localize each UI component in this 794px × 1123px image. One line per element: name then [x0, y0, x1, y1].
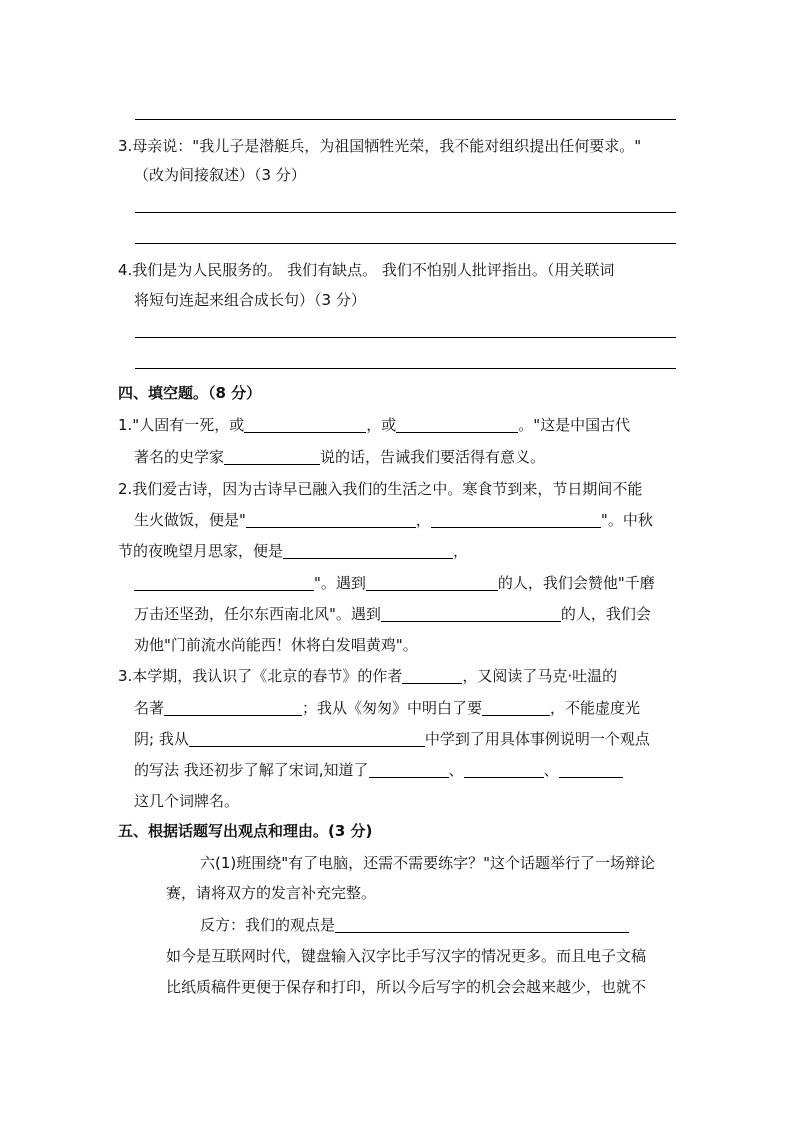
- s4-q2-line4: "。遇到 的人，我们会赞他"千磨: [134, 573, 655, 593]
- answer-line: [135, 119, 676, 120]
- q4-line1: 4.我们是为人民服务的。 我们有缺点。 我们不怕别人批评指出。（用关联词: [118, 261, 615, 279]
- s4-q3-line3: 阴; 我从 中学到了用具体事例说明一个观点: [134, 730, 650, 748]
- blank[interactable]: [369, 761, 449, 778]
- s5-para2: 反方：我们的观点是: [200, 915, 629, 935]
- section4-title: 四、填空题。（8 分）: [118, 384, 262, 402]
- answer-line: [135, 337, 676, 338]
- answer-line: [135, 243, 676, 244]
- s4-q3-line4: 的写法 我还初步了解了宋词,知道了 、 、: [134, 760, 623, 780]
- blank[interactable]: [246, 511, 416, 528]
- blank[interactable]: [283, 542, 453, 559]
- q3-line2: （改为间接叙述）（3 分）: [134, 166, 306, 184]
- blank[interactable]: [559, 761, 623, 778]
- s4-q1-line2: 著名的史学家 说的话，告诫我们要活得有意义。: [134, 448, 546, 466]
- blank[interactable]: [189, 730, 425, 747]
- blank[interactable]: [134, 574, 314, 591]
- blank[interactable]: [164, 699, 302, 716]
- blank[interactable]: [244, 416, 366, 433]
- blank[interactable]: [482, 699, 550, 716]
- blank[interactable]: [402, 667, 462, 684]
- s4-q3-line1: 3.本学期，我认识了《北京的春节》的作者 ，又阅读了马克·吐温的: [118, 667, 618, 685]
- blank[interactable]: [431, 511, 601, 528]
- s5-para3-line1: 如今是互联网时代，键盘输入汉字比手写汉字的情况更多。而且电子文稿: [166, 947, 647, 965]
- blank[interactable]: [366, 574, 498, 591]
- s4-q2-line5: 万击还坚劲，任尔东西南北风"。遇到 的人，我们会: [134, 605, 651, 623]
- s4-q2-line2: 生火做饭，便是" ， "。中秋: [134, 511, 653, 529]
- s4-q2-line6: 劝他"门前流水尚能西！休将白发唱黄鸡"。: [134, 636, 418, 654]
- s4-q3-line2: 名著 ；我从《匆匆》中明白了要 ，不能虚度光: [134, 699, 641, 717]
- q4-line2: 将短句连起来组合成长句）（3 分）: [134, 291, 366, 309]
- blank[interactable]: [335, 916, 629, 933]
- section5-title: 五、根据话题写出观点和理由。(3 分): [118, 822, 373, 840]
- s5-para1-line1: 六(1)班围绕"有了电脑，还需不需要练字？"这个话题举行了一场辩论: [200, 854, 656, 872]
- blank[interactable]: [224, 448, 320, 465]
- answer-line: [135, 368, 676, 369]
- s5-para1-line2: 赛，请将双方的发言补充完整。: [166, 884, 377, 902]
- s4-q3-line5: 这几个词牌名。: [134, 792, 240, 810]
- blank[interactable]: [396, 416, 518, 433]
- s4-q2-line3: 节的夜晚望月思家，便是 ，: [118, 542, 469, 560]
- blank[interactable]: [381, 605, 561, 622]
- blank[interactable]: [464, 761, 544, 778]
- s5-para3-line2: 比纸质稿件更便于保存和打印，所以今后写字的机会会越来越少，也就不: [166, 978, 647, 996]
- answer-line: [135, 212, 676, 213]
- s4-q2-line1: 2.我们爱古诗，因为古诗早已融入我们的生活之中。寒食节到来，节日期间不能: [118, 480, 643, 498]
- q3-line1: 3.母亲说："我儿子是潜艇兵，为祖国牺牲光荣，我不能对组织提出任何要求。": [118, 137, 642, 155]
- s4-q1-line1: 1."人固有一死，或 ，或 。"这是中国古代: [118, 416, 631, 434]
